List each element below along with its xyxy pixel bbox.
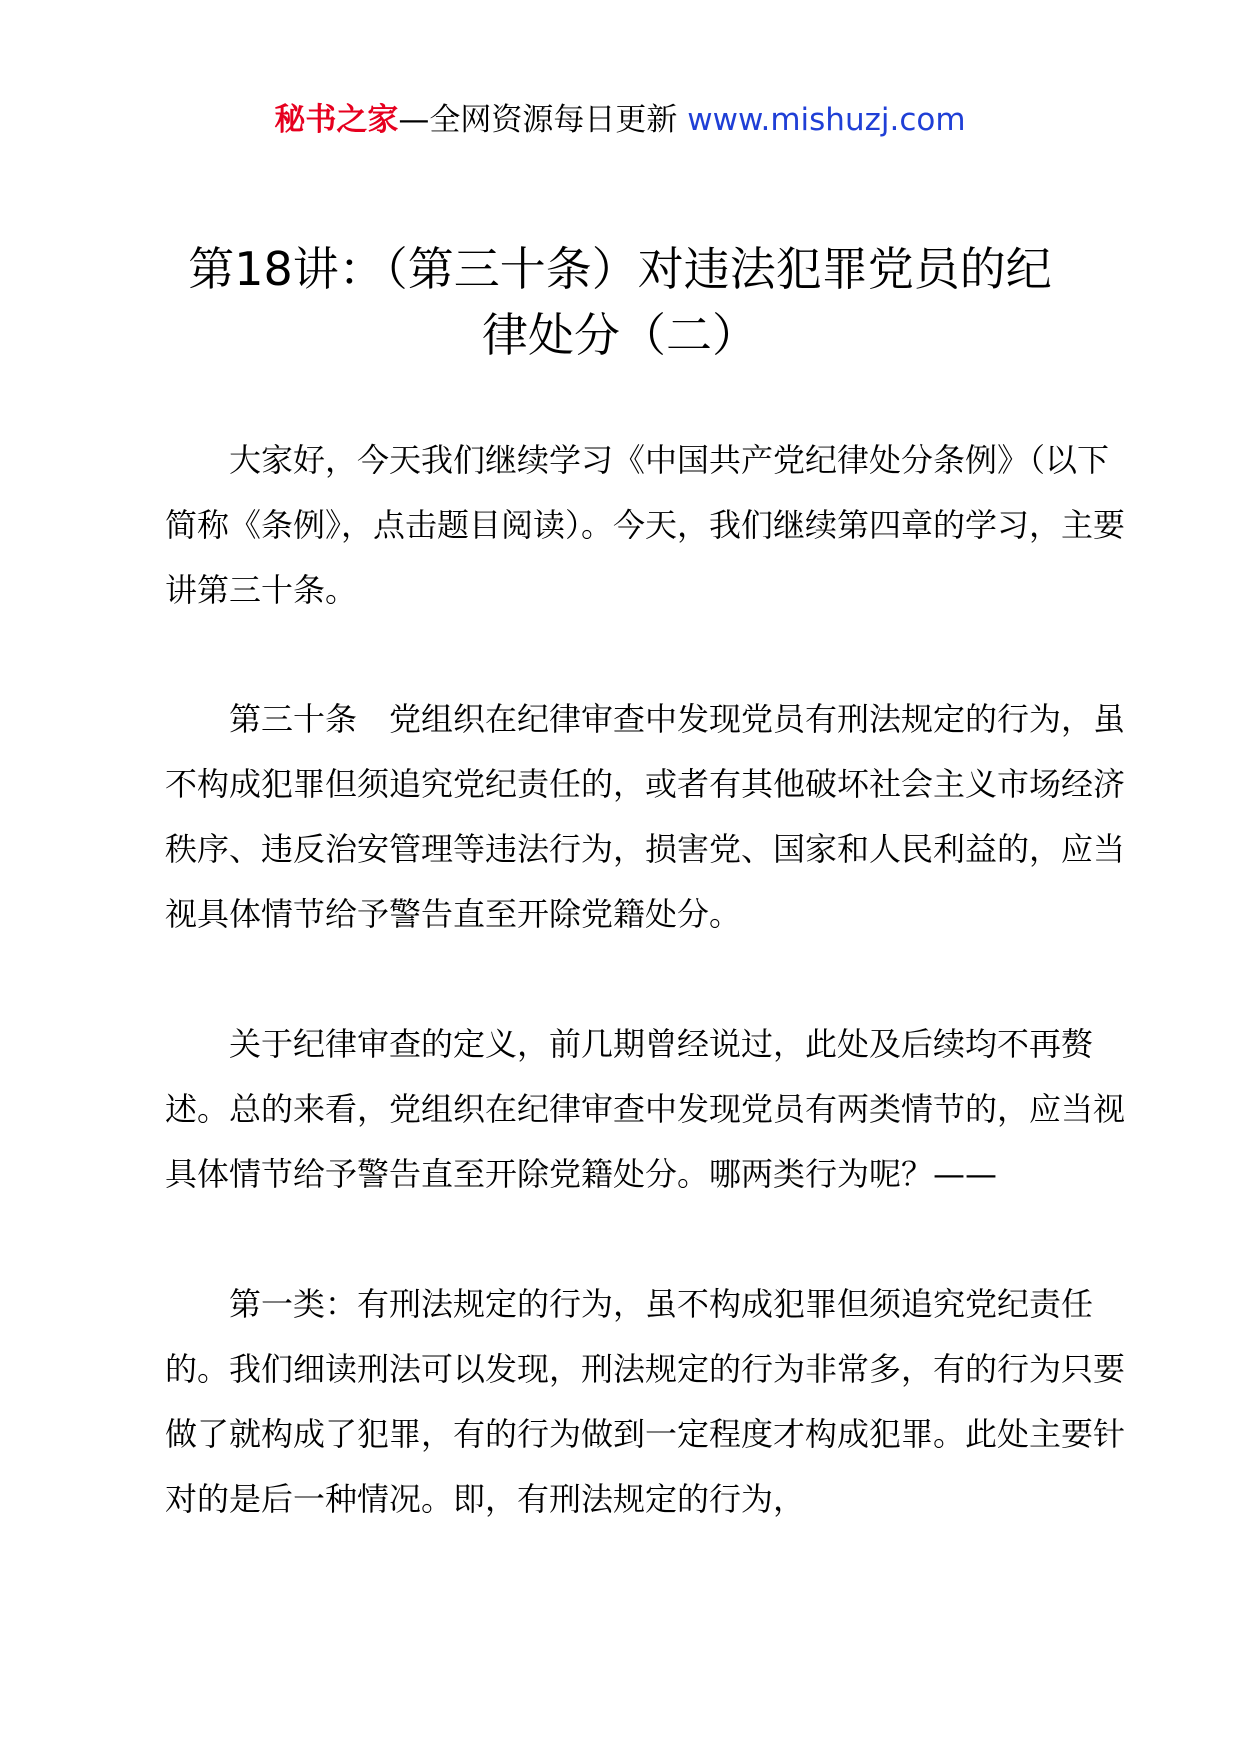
paragraph-intro: 大家好，今天我们继续学习《中国共产党纪律处分条例》（以下简称《条例》，点击题目阅读）。今天，我们继续第四章的学习，主要讲第三十条。 [165,441,1126,609]
header-tagline: —全网资源每日更新 [398,102,678,138]
site-header [0,98,1240,142]
brand-name: 秘书之家 [274,102,399,138]
site-url-link[interactable]: www.mishuzj.com [677,102,966,138]
document-title: 第18讲：（第三十条）对违法犯罪党员的纪律处分（二） [188,242,1052,362]
paragraph-first-category: 第一类：有刑法规定的行为，虽不构成犯罪但须追究党纪责任的。我们细读刑法可以发现，刑法规定的行为非常多，有的行为只要做了就构成了犯罪，有的行为做到一定程度才构成犯罪。此处主要针对的是后一种情况。即，有刑法规定的行为， [165,1285,1126,1518]
paragraph-review-definition: 关于纪律审查的定义，前几期曾经说过，此处及后续均不再赘述。总的来看，党组织在纪律审查中发现党员有两类情节的，应当视具体情节给予警告直至开除党籍处分。哪两类行为呢？—— [165,1025,1126,1193]
paragraph-article-30: 第三十条 党组织在纪律审查中发现党员有刑法规定的行为，虽不构成犯罪但须追究党纪责任的，或者有其他破坏社会主义市场经济秩序、违反治安管理等违法行为，损害党、国家和人民利益的，应当视具体情节给予警告直至开除党籍处分。 [165,700,1126,933]
